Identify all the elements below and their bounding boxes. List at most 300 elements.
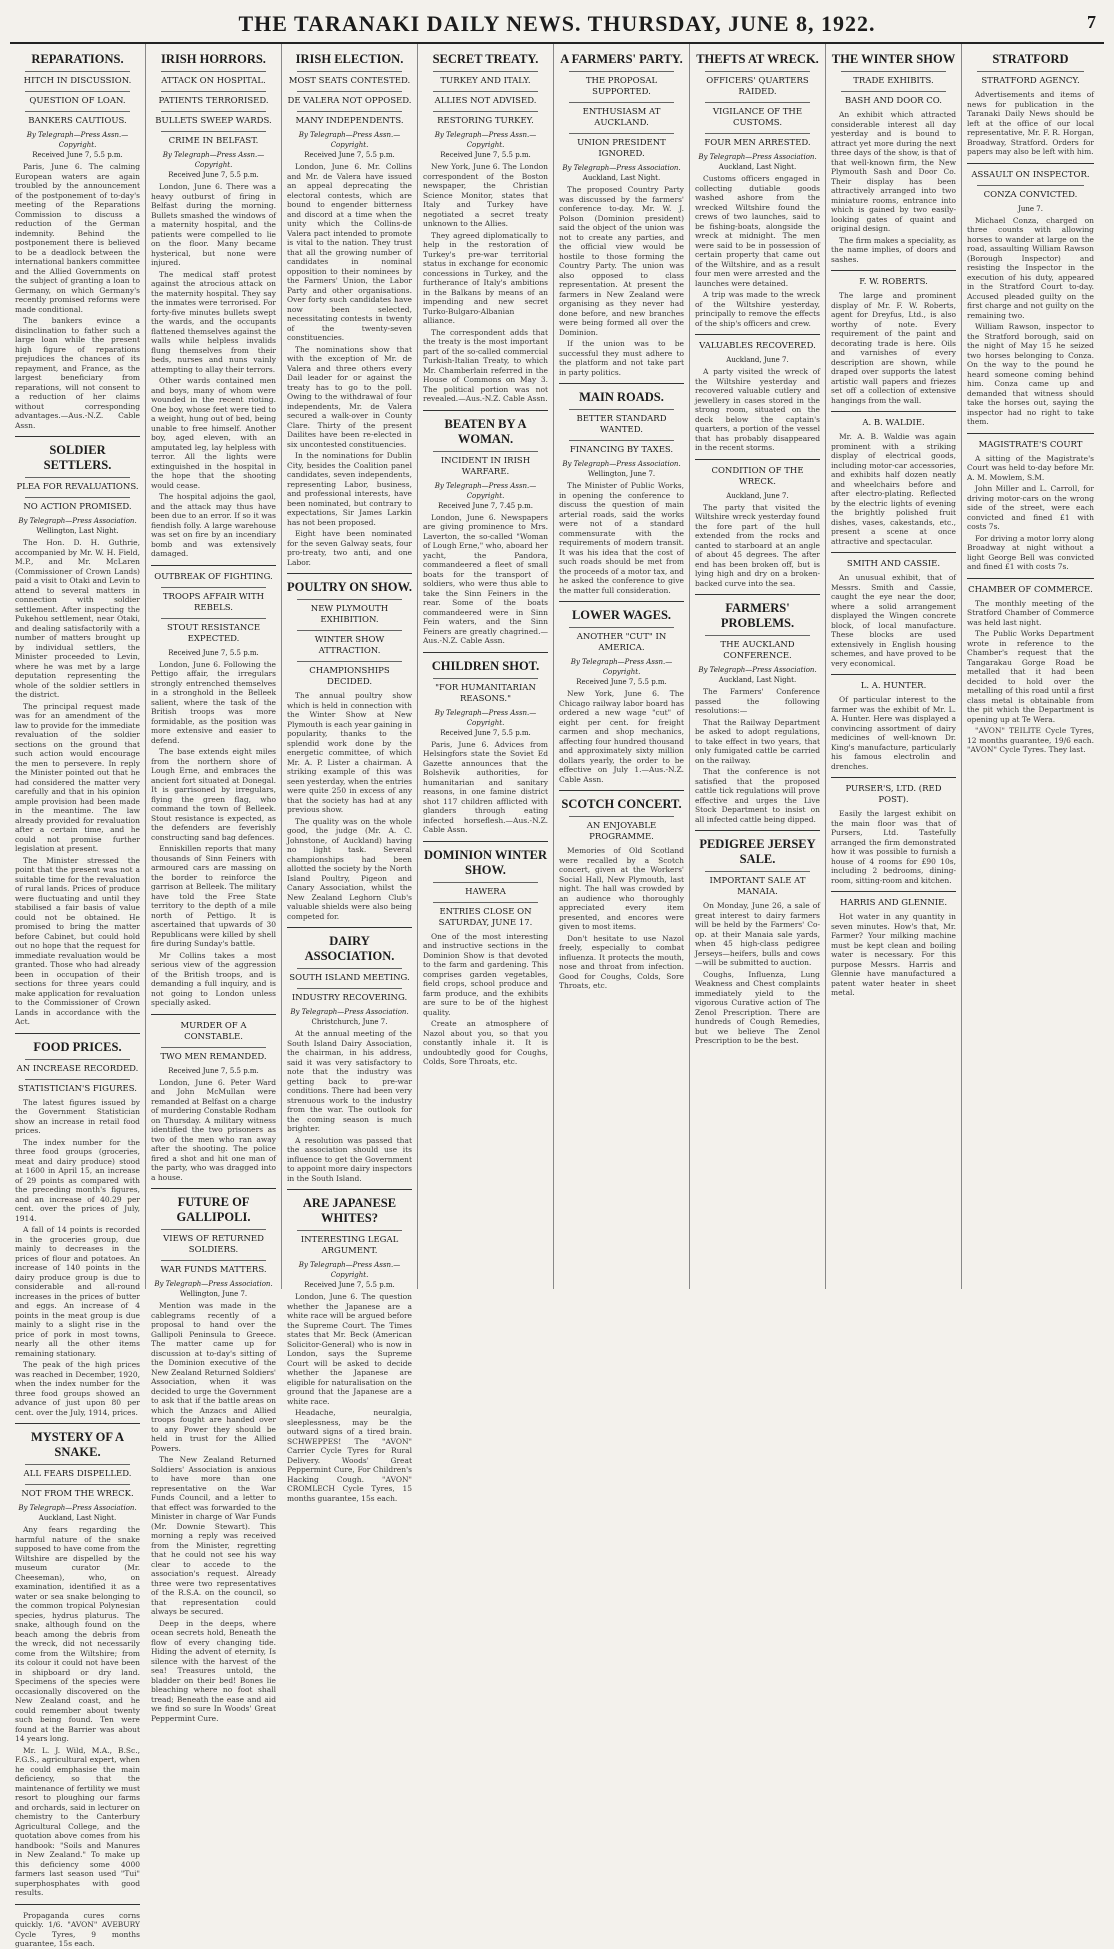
headline-divider xyxy=(297,1230,402,1231)
article-headline: LOWER WAGES. xyxy=(571,608,672,622)
subhead-divider xyxy=(25,91,130,92)
article xyxy=(151,572,276,1008)
article-body xyxy=(287,1029,412,1183)
headline-divider xyxy=(25,1059,130,1060)
column-7 xyxy=(826,44,962,1289)
article-headline: ARE JAPANESE WHITES? xyxy=(302,1196,397,1225)
article-divider xyxy=(559,383,684,384)
article xyxy=(423,848,548,1067)
article xyxy=(287,580,412,921)
article-dateline: Received June 7, 5.5 p.m. xyxy=(304,151,395,159)
article-subheading: MURDER OF A CONSTABLE. xyxy=(180,1020,247,1042)
subhead-divider xyxy=(297,988,402,989)
article-dateline: Received June 7, 5.5 p.m. xyxy=(168,1066,259,1075)
article-divider xyxy=(695,594,820,595)
article-divider xyxy=(423,841,548,842)
article-subheading: AN ENJOYABLE PROGRAMME. xyxy=(586,821,657,842)
article-subheading: STOUT RESISTANCE EXPECTED. xyxy=(166,622,261,644)
article-subheading: BASH AND DOOR CO. xyxy=(845,96,942,106)
article-body xyxy=(423,932,548,1067)
article-subheading: ANOTHER "CUT" IN AMERICA. xyxy=(576,632,667,653)
article-body xyxy=(831,432,956,546)
masthead xyxy=(10,6,1104,44)
article xyxy=(15,1040,140,1418)
article-divider xyxy=(831,891,956,892)
article-subheading: THE AUCKLAND CONFERENCE. xyxy=(720,640,795,661)
article-headline: IRISH HORRORS. xyxy=(161,52,266,66)
subhead-divider xyxy=(25,1079,130,1080)
article-paragraph: An unusual exhibit, that of Messrs. Smith and Cassie, caught the eye near the door, where a solid arrangement displayed the Wingen concrete block, of local manufacture. These blocks are used extensively in English housing schemes, and have proved to be very economical. xyxy=(831,573,956,668)
article-dateline: Wellington, June 7. xyxy=(587,470,656,478)
article-body xyxy=(831,110,956,264)
article-subheading: CHAMPIONSHIPS DECIDED. xyxy=(309,666,390,687)
headline-divider xyxy=(25,477,130,478)
article xyxy=(151,1021,276,1183)
article-subheading: STRATFORD AGENCY. xyxy=(981,76,1080,86)
article-byline: By Telegraph—Press Association. xyxy=(290,1008,409,1016)
article-divider xyxy=(287,573,412,574)
headline-divider xyxy=(297,968,402,969)
subhead-divider xyxy=(569,440,674,441)
article-paragraph: London, June 6. The question whether the Japanese are a white race will be argued before the Supreme Court. The Times states that Mr. Beck (American Solicitor-General) who is now in London, says the Supreme Court will be asked to decide whether the Japanese are eligible for naturalisation on the ground that the Japanese are a white race. xyxy=(287,1292,412,1406)
article-dateline: Received June 7, 7.45 p.m. xyxy=(438,501,533,510)
article-divider xyxy=(15,1033,140,1034)
article-divider xyxy=(15,1904,140,1905)
article-body xyxy=(15,538,140,1027)
subhead-divider xyxy=(25,111,130,112)
article-subheading: AN INCREASE RECORDED. xyxy=(16,1063,139,1074)
article-subheading: NEW PLYMOUTH EXHIBITION. xyxy=(310,604,389,625)
article-paragraph: Create an atmosphere of Nazol about you, so that you constantly inhale it. It is undoubtedly good for Coughs, Colds, Sore Throats, etc. xyxy=(423,1019,548,1066)
headline-divider xyxy=(297,71,402,72)
article-subheading: MOST SEATS CONTESTED. xyxy=(288,76,411,86)
article-divider xyxy=(967,578,1094,579)
article-headline: DAIRY ASSOCIATION. xyxy=(304,934,395,963)
article xyxy=(559,797,684,991)
article-paragraph: The bankers evince a disinclination to father such a large loan while the present high figure of reparations prejudices the chances of its repayment, and France, as the largest beneficiary from reparations, will not consent to a reduction of her claims without corresponding advantages.—Aus.-N.Z. Cable Assn. xyxy=(15,316,140,430)
article-subheading: ASSAULT ON INSPECTOR. xyxy=(971,169,1090,180)
subhead-divider xyxy=(433,902,538,903)
subhead-divider xyxy=(161,111,266,112)
subhead-divider xyxy=(161,91,266,92)
article-paragraph: London, June 6. There was a heavy outburst of firing in Belfast during the morning. Bullets smashed the windows of a maternity hospital, and the patients were compelled to lie on the floor. Many became hysterical, but none were injured. xyxy=(151,182,276,267)
article-dateline: Christchurch, June 7. xyxy=(311,1018,388,1026)
article-body xyxy=(151,182,276,559)
article-body xyxy=(559,846,684,991)
article-subheading: OUTBREAK OF FIGHTING. xyxy=(154,571,273,582)
subhead-divider xyxy=(841,91,946,92)
article-divider xyxy=(831,777,956,778)
article xyxy=(287,52,412,567)
article-subheading: INCIDENT IN IRISH WARFARE. xyxy=(440,455,531,477)
headline-divider xyxy=(705,71,810,72)
article-subheading: OFFICERS' QUARTERS RAIDED. xyxy=(706,76,809,97)
article xyxy=(831,784,956,885)
subhead-divider xyxy=(25,497,130,498)
article-paragraph: The annual poultry show which is held in connection with the Winter Show at New Plymouth is each year gaining in popularity, thanks to the splendid work done by the energetic committee, of which Mr. A. P. Lister a chairman. A striking example of this was seen yesterday, when the entries were quite 250 in excess of any that the society has had at any previous show. xyxy=(287,691,412,814)
article xyxy=(967,585,1094,755)
article xyxy=(831,681,956,771)
article-paragraph: Customs officers engaged in collecting dutiable goods washed ashore from the wrecked Wiltshire found the crews of two launches, said to be fishing-boats, alongside the wreck at midnight. The men were said to be in possession of certain property that came out of the Wiltshire, and as a result four men were arrested and the launches were detained. xyxy=(695,174,820,288)
article-subheading: ALLIES NOT ADVISED. xyxy=(434,96,537,106)
article-body xyxy=(423,740,548,835)
article-paragraph: The nominations show that with the exception of Mr. de Valera and three others every Dail leader for or against the treaty has to go to the poll. Owing to the withdrawal of four independents, Mr. de Valera secured a walk-over in County Clare. Thirty of the present Dailites have been re-elected in six uncontested constituencies. xyxy=(287,344,412,449)
masthead-title: THE TARANAKI DAILY NEWS. THURSDAY, JUNE 8, 1922. xyxy=(238,11,876,36)
article-paragraph: London, June 6. Newspapers are giving prominence to Mrs. Laverton, the so-called "Woman of Lough Erne," who, aboard her yacht, the Pandora, commandeered a fleet of small boats for the transport of soldiers, who were thus able to take the Sinn Feiners in the rear. Some of the boats commandeered were in Sinn Fein waters, and the Sinn Feiners are greatly chagrined.—Aus.-N.Z. Cable Assn. xyxy=(423,512,548,645)
article-body xyxy=(831,695,956,771)
article-subheading: NO ACTION PROMISED. xyxy=(23,502,132,512)
column-5 xyxy=(554,44,690,1289)
article-body xyxy=(695,174,820,328)
article-dateline: Received June 7, 5.5 p.m. xyxy=(32,151,123,159)
article-headline: BEATEN BY A WOMAN. xyxy=(444,416,527,446)
article-paragraph: The Minister of Public Works, in opening the conference to discuss the question of main arterial roads, said the works were not of a standard commensurate with the requirements of modern transit. It was his idea that the cost of such roads should be met from the proceeds of a motor tax, and he asked the conference to give the matter full consideration. xyxy=(559,481,684,595)
article-divider xyxy=(287,927,412,928)
article-dateline: Auckland, Last Night. xyxy=(718,163,797,171)
subhead-divider xyxy=(297,630,402,631)
article xyxy=(423,52,548,404)
article-body xyxy=(695,687,820,824)
article-byline: By Telegraph—Press Assn.—Copyright. xyxy=(434,131,537,149)
article-paragraph: The quality was on the whole good, the judge (Mr. A. C. Johnstone, of Auckland) having no light task. Several championships had been allotted the society by the North Island Poultry, Pigeon and Canary Association, whilst the New Zealand Leghorn Club's valuable shields were also being competed for. xyxy=(287,816,412,921)
article-dateline: Auckland, Last Night. xyxy=(718,676,797,684)
article-byline: By Telegraph—Press Association. xyxy=(18,1504,137,1512)
article-paragraph: The medical staff protest against the atrocious attack on the maternity hospital. They say the inmates were terrorised. For forty-five minutes bullets swept the wards, and the occupants flattened themselves against the walls while helpless invalids flung themselves from their beds, nurses and nuns vainly attempting to allay their terrors. xyxy=(151,269,276,374)
article-subheading: IMPORTANT SALE AT MANAIA. xyxy=(709,876,806,897)
article-headline: MYSTERY OF A SNAKE. xyxy=(30,1430,125,1459)
article-subheading: CONDITION OF THE WRECK. xyxy=(711,465,804,487)
article-divider xyxy=(423,652,548,653)
article-headline: REPARATIONS. xyxy=(31,52,124,66)
article-paragraph: For driving a motor lorry along Broadway at night without a light George Bell was convicted and fined £1 with costs 7s. xyxy=(967,533,1094,571)
article xyxy=(423,417,548,646)
headline-divider xyxy=(705,635,810,636)
article xyxy=(831,559,956,668)
article-paragraph: A trip was made to the wreck of the Wiltshire yesterday, principally to remove the effects of the ship's officers and crew. xyxy=(695,290,820,328)
article-paragraph: The peak of the high prices was reached in December, 1920, when the index number for the three food groups showed an advance of just upon 80 per cent. over the July, 1914, prices. xyxy=(15,1360,140,1417)
article-subheading: VIGILANCE OF THE CUSTOMS. xyxy=(712,107,803,128)
article-byline: By Telegraph—Press Assn.—Copyright. xyxy=(434,481,537,500)
article-byline: By Telegraph—Press Assn.—Copyright. xyxy=(298,1261,401,1279)
subhead-divider xyxy=(297,661,402,662)
article-body xyxy=(15,162,140,430)
article-body xyxy=(287,1292,412,1503)
article xyxy=(15,443,140,1027)
article-paragraph: London, June 6. Mr. Collins and Mr. de Valera have issued an appeal deprecating the electoral contests, which are bound to engender bitterness and discord at a time when the unity which the Collins-de Valera pact intended to promote is vital to the nation. They trust that all the growing number of candidates in nominal opposition to their nominees by the Farmers' Union, the Labor Party and other organisations. Over forty such candidates have now been selected, necessitating contests in twenty of the twenty-seven constituencies. xyxy=(287,162,412,342)
article-subheading: MAGISTRATE'S COURT xyxy=(978,439,1083,450)
article-paragraph: Michael Conza, charged on three counts with allowing horses to wander at large on the road, assaulting William Rawson (Borough Inspector) and resisting the Inspector in the execution of his duty, appeared in the Stratford Court to-day. Accused pleaded guilty on the first charge and not guilty on the remaining two. xyxy=(967,215,1094,320)
article-dateline: Wellington, Last Night. xyxy=(36,527,119,535)
article-subheading: ENTHUSIASM AT AUCKLAND. xyxy=(582,107,661,128)
article-paragraph: An exhibit which attracted considerable interest all day yesterday and is bound to attract yet more during the next three days of the show, is that of that well-known firm, the New Plymouth Sash and Door Co. Their display has been attractively arranged into two miniature rooms, entrance into which is gained by two easily-looking gates of quaint and original design. xyxy=(831,110,956,233)
article xyxy=(967,440,1094,572)
headline-divider xyxy=(297,599,402,600)
article xyxy=(423,659,548,835)
headline-divider xyxy=(841,71,946,72)
article-body xyxy=(831,291,956,405)
article-subheading: WAR FUNDS MATTERS. xyxy=(160,1265,267,1275)
article-paragraph: The principal request made was for an amendment of the law to provide for the immediate revaluation of the soldier sections on the ground that such action would encourage the men to persevere. In reply the Minister pointed out that he had considered the matter very carefully and that in his opinion ample provision had been made in the meantime. The law already provided for revaluation after a certain time, and he could not promise further legislation at present. xyxy=(15,701,140,853)
article-headline: DOMINION WINTER SHOW. xyxy=(423,847,548,877)
article-divider xyxy=(695,459,820,460)
article-headline: FUTURE OF GALLIPOLI. xyxy=(176,1195,251,1224)
article-divider xyxy=(15,436,140,437)
article-dateline: Auckland, June 7. xyxy=(726,491,789,500)
article-headline: POULTRY ON SHOW. xyxy=(287,580,412,594)
article-paragraph: William Rawson, inspector to the Stratford borough, said on the night of May 15 he seized two horses belonging to Conza. On the way to the pound he heard someone coming behind him. Conza came up and demanded that witness should take the horses out, saying the inspector had no right to take them. xyxy=(967,322,1094,426)
article-subheading: STATISTICIAN'S FIGURES. xyxy=(18,1083,137,1094)
article-body xyxy=(559,481,684,595)
article-headline: MAIN ROADS. xyxy=(579,390,664,404)
article-paragraph: That the Railway Department be asked to adopt regulations, to take effect in two years, that only fumigated cattle be carried on the railway. xyxy=(695,717,820,765)
article-subheading: TROOPS AFFAIR WITH REBELS. xyxy=(162,591,265,613)
article-paragraph: The New Zealand Returned Soldiers' Association is anxious to have more than one representative on the War Funds Council, and a letter to that effect was forwarded to the Minister in charge of War Funds (Mr. Downie Stewart). This morning a reply was received from the Minister, regretting that he could not see his way clear to accede to the association's request. Already three were two representatives of the R.S.A. on the council, so that representation could always be secured. xyxy=(151,1455,276,1616)
article-byline: By Telegraph—Press Assn.—Copyright. xyxy=(162,151,265,169)
article xyxy=(287,934,412,1183)
subhead-divider xyxy=(297,91,402,92)
article-paragraph: A fall of 14 points is recorded in the groceries group, due mainly to decreases in the prices of flour and potatoes. An increase of 140 points in the dairy produce group is due to considerable and all-round increases in the prices of butter and eggs. An increase of 4 points in the meat group is due mainly to a slight rise in the price of pork in most towns, nearly all the other items remaining stationary. xyxy=(15,1225,140,1358)
article-paragraph: The Farmers' Conference passed the following resolutions:— xyxy=(695,687,820,715)
article-byline: By Telegraph—Press Association. xyxy=(562,460,681,468)
article-subheading: CHAMBER OF COMMERCE. xyxy=(968,584,1093,595)
subhead-divider xyxy=(433,91,538,92)
article-byline: By Telegraph—Press Association. xyxy=(698,666,817,674)
column-8 xyxy=(962,44,1099,1289)
article-dateline: June 7. xyxy=(1018,204,1043,213)
article-subheading: BULLETS SWEEP WARDS. xyxy=(155,116,272,126)
article-paragraph: The index number for the three food groups (groceries, meat and dairy produce) stood at 1600 in April 15, an increase of 29 points as compared with the preceding month's figures, and an increase of 40.29 per cent. over the prices of July, 1914. xyxy=(15,1137,140,1223)
article xyxy=(831,277,956,405)
article-paragraph: The hospital adjoins the gaol, and the attack may thus have been due to an error. If so it was fiendish folly. A large warehouse was set on fire by an incendiary bomb and was extensively damaged. xyxy=(151,492,276,558)
article-subheading: FOUR MEN ARRESTED. xyxy=(704,138,811,148)
article-divider xyxy=(831,552,956,553)
article-divider xyxy=(831,674,956,675)
article-body xyxy=(559,689,684,784)
article-dateline: Received June 7, 5.5 p.m. xyxy=(440,728,531,737)
article xyxy=(967,170,1094,427)
article-paragraph: Paris, June 6. The calming European waters are again troubled by the announcement of the postponement of to-day's meeting of the Reparations Commission to discuss a reduction of the German indemnity. Behind the postponement there is believed to be a deadlock between the international bankers committee and the Allied Governments on the subject of granting a loan to Germany, on which Germany's recently promised reforms were made conditional. xyxy=(15,162,140,314)
article-byline: By Telegraph—Press Association. xyxy=(18,517,137,525)
article-body xyxy=(151,660,276,1008)
article-subheading: ATTACK ON HOSPITAL. xyxy=(161,76,266,86)
article-divider xyxy=(151,1014,276,1015)
article-subheading: ALL FEARS DISPELLED. xyxy=(23,1469,132,1479)
column-3 xyxy=(282,44,418,1503)
article-subheading: INTERESTING LEGAL ARGUMENT. xyxy=(300,1235,399,1256)
headline-divider xyxy=(705,871,810,872)
subhead-divider xyxy=(161,618,266,619)
article xyxy=(15,1430,140,1898)
article-dateline: Auckland, Last Night. xyxy=(38,1514,117,1522)
subhead-divider xyxy=(161,587,266,588)
article-paragraph: They agreed diplomatically to help in the restoration of Turkey's pre-war territorial status in exchange for economic concessions in Turkey, and the furtherance of Italy's ambitions in the Balkans by means of an impending and new secret Turko-Bulgaro-Albanian alliance. xyxy=(423,230,548,325)
article-subheading: ENTRIES CLOSE ON SATURDAY, JUNE 17. xyxy=(438,906,533,928)
article-headline: SCOTCH CONCERT. xyxy=(561,797,682,811)
article-subheading: CONZA CONVICTED. xyxy=(983,189,1078,200)
article-paragraph: The large and prominent display of Mr. F. W. Roberts, agent for Dreyfus, Ltd., is also worthy of note. Every requirement of the paint and decorating trade is here. Oils and varnishes of every description are shown, while draped over supports the latest artistic wall papers and friezes set off a collection of extensive hangings from the wall. xyxy=(831,291,956,405)
article-paragraph: The party that visited the Wiltshire wreck yesterday found the fore part of the hull extended from the rocks and canted to starboard at an angle of about 45 degrees. The after end has been broken off, but is lying high and dry on a broken-backed curve into the sea. xyxy=(695,502,820,588)
article-body xyxy=(151,1301,276,1723)
article-subheading: TWO MEN REMANDED. xyxy=(160,1051,267,1062)
article-subheading: SMITH AND CASSIE. xyxy=(846,559,941,569)
article-paragraph: That the conference is not satisfied that the proposed cattle tick regulations will prove effective and urges the Live Stock Department to insist on all infected cattle being dipped. xyxy=(695,767,820,824)
article-subheading: "FOR HUMANITARIAN REASONS." xyxy=(435,682,536,704)
article-paragraph: Any fears regarding the harmful nature of the snake supposed to have come from the Wiltshire are dispelled by the museum curator (Mr. Cheeseman), who, on examination, identified it as a water or sea snake belonging to the common tropical Polynesian species, hydrus platurus. The snake, although found on the beach among the debris from the wreck, did not necessarily come from the Wiltshire; from its colour it could not have been in shipboard or dry land. Specimens of the species were occasionally discovered on the New Zealand coast, and he could remember about twenty such being found. Ten were found at the Barrier was about 14 years long. xyxy=(15,1525,140,1743)
article-dateline: Wellington, June 7. xyxy=(179,1290,248,1298)
article xyxy=(695,341,820,453)
headline-divider xyxy=(161,1229,266,1230)
subhead-divider xyxy=(569,133,674,134)
article-paragraph: Don't hesitate to use Nazol freely, especially to combat influenza. It protects the mouth, nose and throat from infection. Good for Coughs, Colds, Sore Throats, etc. xyxy=(559,933,684,990)
headline-divider xyxy=(433,71,538,72)
article-body xyxy=(15,1525,140,1898)
headline-divider xyxy=(433,882,538,883)
article-divider xyxy=(287,1189,412,1190)
article-paragraph: The correspondent adds that the treaty is the most important part of the so-called commercial Turkish-Italian Treaty, to which Mr. Chamberlain referred in the House of Commons on May 3. The political portion was not revealed.—Aus.-N.Z. Cable Assn. xyxy=(423,327,548,403)
article-subheading: UNION PRESIDENT IGNORED. xyxy=(577,138,666,159)
article-subheading: RESTORING TURKEY. xyxy=(437,116,534,126)
article-headline: THEFTS AT WRECK. xyxy=(696,52,819,66)
article-divider xyxy=(15,1423,140,1424)
headline-divider xyxy=(569,409,674,410)
article-headline: FARMERS' PROBLEMS. xyxy=(720,601,795,630)
article-divider xyxy=(423,410,548,411)
subhead-divider xyxy=(569,102,674,103)
article-byline: By Telegraph—Press Assn.—Copyright. xyxy=(570,658,673,676)
article-paragraph: Mr. L. J. Wild, M.A., B.Sc., F.G.S., agricultural expert, when he could emphasise the main deficiency, so that the maintenance of fertility we must resort to ploughing our farms and orchards, said in lecturer on chemistry to the Canterbury Agricultural College, and the quotation above comes from his handbook: "Soils and Manures in New Zealand." To make up this deficiency some 4000 farmers last season used "Tui" superphosphates with good results. xyxy=(15,1745,140,1897)
article-byline: By Telegraph—Press Assn.—Copyright. xyxy=(298,131,401,149)
article-subheading: PATIENTS TERRORISED. xyxy=(158,96,269,106)
article-subheading: PLEA FOR REVALUATIONS. xyxy=(16,482,139,492)
article-body xyxy=(695,901,820,1046)
article-paragraph: New York, June 6. The Chicago railway labor board has ordered a new wage "cut" of eight per cent. for freight carmen and shop mechanics, affecting four hundred thousand and approximately sixty million dollars yearly, the order to be effective on July 1.—Aus.-N.Z. Cable Assn. xyxy=(559,689,684,784)
subhead-divider xyxy=(705,133,810,134)
article-headline: SECRET TREATY. xyxy=(432,52,539,66)
subhead-divider xyxy=(977,185,1084,186)
column-4 xyxy=(418,44,554,1289)
article-subheading: BETTER STANDARD WANTED. xyxy=(576,414,667,435)
article-divider xyxy=(559,601,684,602)
article-subheading: NOT FROM THE WRECK. xyxy=(21,1489,134,1499)
article xyxy=(695,466,820,589)
article-byline: By Telegraph—Press Association. xyxy=(562,164,681,172)
article-headline: CHILDREN SHOT. xyxy=(431,658,540,673)
article-byline: By Telegraph—Press Association. xyxy=(154,1280,273,1288)
article-subheading: TRADE EXHIBITS. xyxy=(853,76,934,86)
article-headline: IRISH ELECTION. xyxy=(295,52,404,66)
article-subheading: PURSER'S, LTD. (RED POST). xyxy=(845,784,942,805)
article-body xyxy=(967,90,1094,157)
article-paragraph: A resolution was passed that the association should use its influence to get the Government to appoint more dairy inspectors in the South Island. xyxy=(287,1135,412,1183)
article-paragraph: On Monday, June 26, a sale of great interest to dairy farmers will be held by the Farmers' Co-op. at their Manaia sale yards, when 45 high-class pedigree Jerseys—heifers, bulls and cows—will be submitted to auction. xyxy=(695,901,820,967)
article-headline: FOOD PRICES. xyxy=(33,1039,122,1054)
article-paragraph: Headache, neuralgia, sleeplessness, may be the outward signs of a tired brain. SCHWEPPES! The "AVON" Carrier Cycle Tyres for Rural Delivery. Woods' Great Peppermint Cure, For Children's Hacking Cough. "AVON" CROMLECH Cycle Tyres, 15 months guarantee, 15s each. xyxy=(287,1408,412,1503)
article xyxy=(695,52,820,328)
article-body xyxy=(831,573,956,668)
headline-divider xyxy=(569,627,674,628)
article-paragraph: Memories of Old Scotland were recalled by a Scotch concert, given at the Workers' Social Hall, New Plymouth, last night. The hall was crowded by an audience who thoroughly appreciated every item presented, and encores were given to most items. xyxy=(559,846,684,931)
article-paragraph: The Public Works Department wrote in reference to the Chamber's request that the Tangarakau Gorge Road be metalled that it had been decided to hold over the metalling of this road until a first class metal is obtainable from the pit which the Department is opening up at Te Wera. xyxy=(967,629,1094,724)
article-body xyxy=(695,367,820,453)
article-body xyxy=(151,1078,276,1183)
article-divider xyxy=(695,334,820,335)
article-paragraph: The Minister stressed the point that the present was not a suitable time for the revaluation of rural lands. Prices of produce were fluctuating and until they stabilised a fair basis of value could not be obtained. He promised to bring the matter before Cabinet, but could hold out no hope that the request for immediate revaluation would be granted. Those who had already been in occupation of their sections for three years could make application for revaluation to the Commissioner of Crown Lands in accordance with the Act. xyxy=(15,855,140,1026)
article-subheading: L. A. HUNTER. xyxy=(860,681,927,691)
article-subheading: DE VALERA NOT OPPOSED. xyxy=(287,96,412,106)
subhead-divider xyxy=(297,111,402,112)
headline-divider xyxy=(569,816,674,817)
article-subheading: FINANCING BY TAXES. xyxy=(569,445,674,455)
article-paragraph: Mr Collins takes a most serious view of the aggression of the British troops, and is demanding a full inquiry, and is not going to London unless specially asked. xyxy=(151,950,276,1007)
article xyxy=(559,52,684,377)
article-body xyxy=(15,1098,140,1418)
article-paragraph: At the annual meeting of the South Island Dairy Association, the chairman, in his address, said it was very satisfactory to note that the industry was getting back to pre-war conditions. There had been very strenuous work to the industry from the war. The outlook for the coming season is much brighter. xyxy=(287,1029,412,1133)
article-dateline: Auckland, Last Night. xyxy=(582,174,661,182)
article-paragraph: Mention was made in the cablegrams recently of a proposal to hand over the Gallipoli Peninsula to Greece. The matter came up for discussion at to-day's sitting of the Dominion executive of the New Zealand Returned Soldiers' Association, when it was decided to urge the Government to ask that if the battle areas on which the Anzacs and Allied troops fought are handed over to any Power they should be held in trust for the Allied Powers. xyxy=(151,1301,276,1453)
headline-divider xyxy=(433,451,538,452)
article-headline: STRATFORD xyxy=(992,52,1069,66)
article-subheading: A. B. WALDIE. xyxy=(862,418,925,428)
subhead-divider xyxy=(705,102,810,103)
article-paragraph: Of particular interest to the farmer was the exhibit of Mr. L. A. Hunter. Here was displayed a convincing assortment of dairy medicines of well-known Dr. King's manufacture, particularly his famous electrolin and drenches. xyxy=(831,695,956,771)
article-paragraph: A party visited the wreck of the Wiltshire yesterday and recovered valuable cutlery and jewellery in cases stored in the strong room, situated on the deck below the captain's quarters, a portion of the vessel that has probably disappeared in the recent storms. xyxy=(695,367,820,452)
article-subheading: VALUABLES RECOVERED. xyxy=(699,341,816,351)
headline-divider xyxy=(25,1464,130,1465)
article-divider xyxy=(831,411,956,412)
article-headline: THE WINTER SHOW xyxy=(831,52,956,66)
article-subheading: INDUSTRY RECOVERING. xyxy=(291,993,408,1003)
article-body xyxy=(559,185,684,377)
headline-divider xyxy=(569,71,674,72)
article-divider xyxy=(831,270,956,271)
article-paragraph: Coughs, Influenza, Lung Weakness and Chest complaints immediately yield to the vigorous Curative action of The Zenol Prescription. There are hundreds of Cough Remedies, but we believe The Zenol Prescription to be the best. xyxy=(695,969,820,1045)
article-divider xyxy=(695,830,820,831)
headline-divider xyxy=(25,71,130,72)
subhead-divider xyxy=(161,1260,266,1261)
article-divider xyxy=(151,565,276,566)
article-dateline: Auckland, June 7. xyxy=(726,356,789,364)
page-number: 7 xyxy=(1087,12,1096,32)
article-subheading: QUESTION OF LOAN. xyxy=(29,96,126,106)
article-body xyxy=(15,1911,140,1949)
column-6 xyxy=(690,44,826,1289)
article-dateline: Received June 7, 5.5 p.m. xyxy=(304,1281,395,1289)
article-body xyxy=(967,216,1094,427)
article xyxy=(695,601,820,824)
article xyxy=(151,52,276,559)
article-body xyxy=(287,162,412,567)
article-body xyxy=(967,454,1094,572)
article-headline: SOLDIER SETTLERS. xyxy=(43,443,112,472)
article-subheading: VIEWS OF RETURNED SOLDIERS. xyxy=(163,1234,264,1255)
article-body xyxy=(287,691,412,921)
article-paragraph: Other wards contained men and boys, many of whom were wounded in the recent rioting. One boy, whose feet were tied to a weight, hung out of bed, being unable to free himself. Another boy, aged eleven, with an amputated leg, lay helpless with terror. All the lights were extinguished in the hospital in the hope that the shooting would cease. xyxy=(151,376,276,490)
article-subheading: HARRIS AND GLENNIE. xyxy=(839,898,948,908)
article-paragraph: "AVON" TEILITE Cycle Tyres, 12 months guarantee, 19/6 each. "AVON" Cycle Tyres. They last. xyxy=(967,726,1094,754)
column-2 xyxy=(146,44,282,1723)
article-paragraph: Advertisements and items of news for publication in the Taranaki Daily News should be left at the office of our local representative, Mr. F. R. Horgan, Broadway, Stratford. Orders for papers may also be left with him. xyxy=(967,90,1094,156)
article xyxy=(15,52,140,430)
article xyxy=(559,390,684,595)
column-1 xyxy=(10,44,146,1948)
article-body xyxy=(967,599,1094,755)
article xyxy=(151,1195,276,1723)
article-paragraph: A sitting of the Magistrate's Court was held to-day before Mr. A. M. Mowlem, S.M. xyxy=(967,453,1094,482)
article-paragraph: New York, June 6. The London correspondent of the Boston newspaper, the Christian Science Monitor, states that Italy and Turkey have negotiated a secret treaty unknown to the Allies. xyxy=(423,162,548,228)
article-paragraph: Paris, June 6. Advices from Helsingfors state the Soviet Ed Gazette announces that the Bolshevik authorities, for humanitarian and sanitary reasons, in one famine district shot 117 children afflicted with glanders through eating infected horseflesh.—Aus.-N.Z. Cable Assn. xyxy=(423,739,548,834)
article xyxy=(967,52,1094,157)
article-headline: A FARMERS' PARTY. xyxy=(560,52,683,66)
